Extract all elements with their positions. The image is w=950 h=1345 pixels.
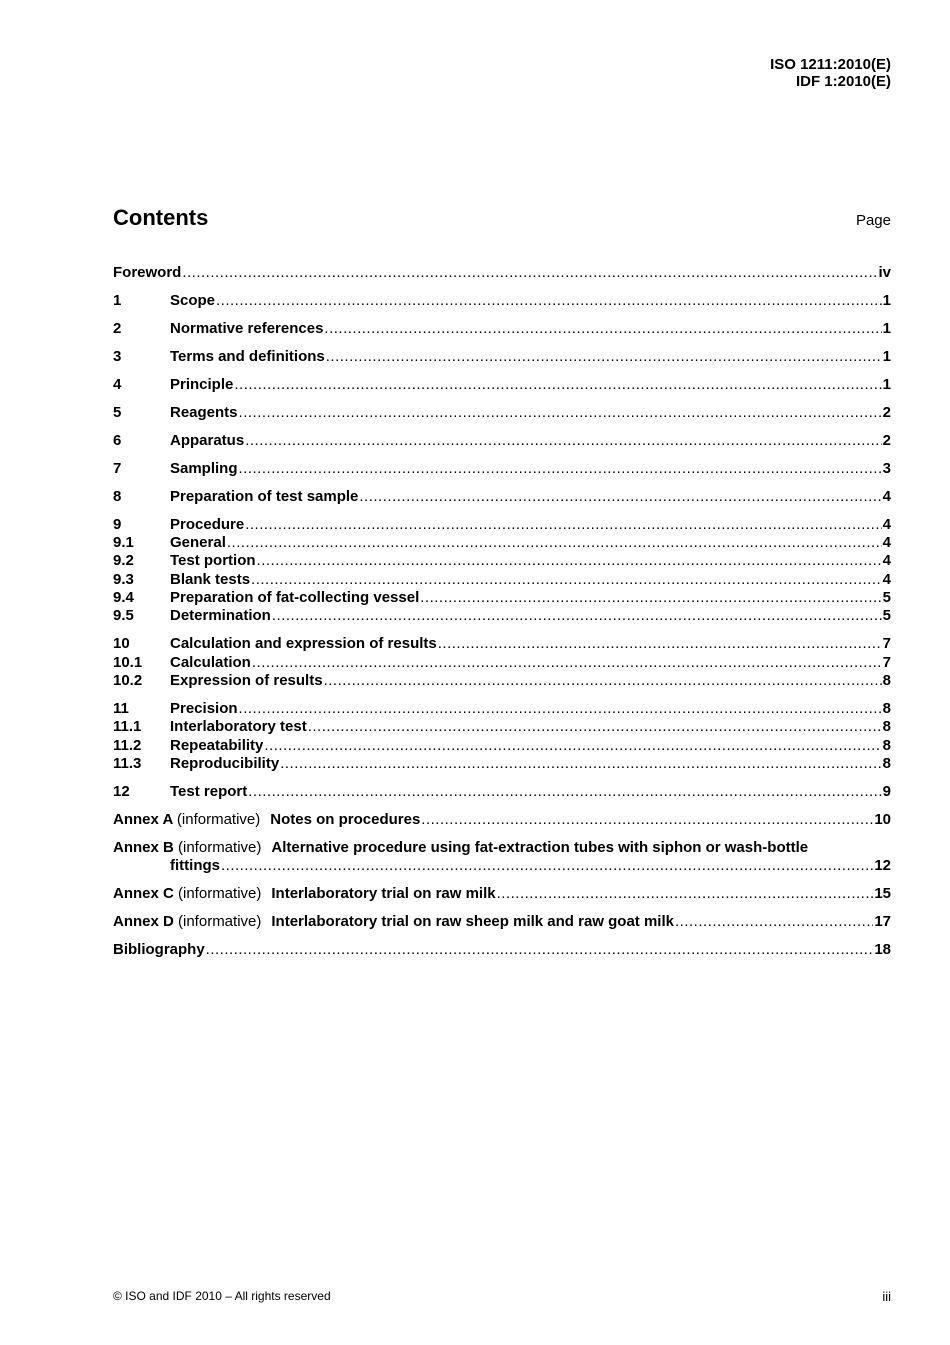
toc-entry-page: 8 bbox=[882, 699, 891, 717]
dot-leader bbox=[438, 635, 882, 653]
toc-entry-title: Reagents bbox=[170, 403, 238, 421]
dot-leader bbox=[251, 571, 882, 589]
annex-b-second-line bbox=[113, 857, 891, 875]
toc-entry-8[interactable] bbox=[113, 488, 891, 506]
toc-entry-11-2[interactable] bbox=[113, 737, 891, 755]
dot-leader bbox=[182, 264, 877, 282]
toc-entry-number: 11.1 bbox=[113, 718, 142, 736]
standard-number-iso: ISO 1211:2010(E) bbox=[770, 56, 891, 73]
toc-entry-page: 1 bbox=[882, 291, 891, 309]
toc-entry-page: 8 bbox=[882, 754, 891, 772]
toc-entry-title: Interlaboratory test bbox=[170, 718, 307, 736]
toc-entry-number: 2 bbox=[113, 319, 122, 337]
toc-entry-11[interactable] bbox=[113, 700, 891, 718]
annex-informative: (informative) bbox=[178, 838, 262, 856]
toc-entry-10-2[interactable] bbox=[113, 672, 891, 690]
dot-leader bbox=[326, 348, 882, 366]
annex-letter: Annex C bbox=[113, 885, 174, 903]
toc-entry-title: Terms and definitions bbox=[170, 347, 325, 365]
toc-entry-9[interactable] bbox=[113, 516, 891, 534]
annex-label bbox=[113, 913, 261, 931]
dot-leader bbox=[359, 488, 881, 506]
toc-entry-page: 1 bbox=[882, 319, 891, 337]
toc-entry-page: iv bbox=[878, 264, 891, 281]
toc-entry-11-1[interactable] bbox=[113, 718, 891, 736]
dot-leader bbox=[221, 857, 873, 875]
toc-entry-annex-d[interactable] bbox=[113, 913, 891, 931]
toc-entry-annex-b[interactable] bbox=[113, 839, 891, 876]
toc-entry-4[interactable] bbox=[113, 376, 891, 394]
toc-entry-page: 17 bbox=[874, 913, 891, 931]
annex-label bbox=[113, 885, 261, 903]
toc-entry-title: Calculation bbox=[170, 653, 251, 671]
toc-entry-foreword[interactable] bbox=[113, 264, 891, 282]
annex-letter: Annex D bbox=[113, 913, 174, 931]
dot-leader bbox=[280, 755, 881, 773]
document-footer bbox=[113, 1289, 891, 1304]
toc-entry-page: 15 bbox=[874, 885, 891, 903]
dot-leader bbox=[264, 737, 881, 755]
toc-entry-title: Test portion bbox=[170, 552, 256, 570]
toc-entry-number: 10.2 bbox=[113, 671, 143, 689]
toc-entry-page: 4 bbox=[882, 515, 891, 533]
toc-entry-title: Interlaboratory trial on raw sheep milk and raw goat milk bbox=[271, 913, 674, 931]
dot-leader bbox=[324, 320, 881, 338]
toc-entry-title: Repeatability bbox=[170, 736, 264, 754]
toc-entry-9-5[interactable] bbox=[113, 607, 891, 625]
toc-entry-title: General bbox=[170, 534, 226, 552]
toc-entry-number: 9.4 bbox=[113, 589, 134, 607]
toc-entry-10[interactable] bbox=[113, 635, 891, 653]
toc-entry-title: Test report bbox=[170, 782, 248, 800]
toc-entry-page: 5 bbox=[882, 589, 891, 607]
dot-leader bbox=[497, 885, 874, 903]
toc-entry-title: Interlaboratory trial on raw milk bbox=[271, 885, 496, 903]
toc-entry-9-2[interactable] bbox=[113, 552, 891, 570]
page-number: iii bbox=[882, 1289, 891, 1304]
toc-entry-9-3[interactable] bbox=[113, 571, 891, 589]
toc-entry-12[interactable] bbox=[113, 783, 891, 801]
toc-entry-number: 10 bbox=[113, 635, 130, 653]
toc-entry-7[interactable] bbox=[113, 460, 891, 478]
toc-entry-page: 4 bbox=[882, 552, 891, 570]
toc-entry-number: 11.2 bbox=[113, 736, 142, 754]
contents-title-row bbox=[113, 205, 891, 231]
toc-entry-6[interactable] bbox=[113, 432, 891, 450]
toc-entry-number: 3 bbox=[113, 347, 122, 365]
annex-b-first-line bbox=[113, 839, 891, 857]
toc-entry-number: 9.1 bbox=[113, 534, 134, 552]
toc-entry-2[interactable] bbox=[113, 320, 891, 338]
toc-entry-page: 4 bbox=[882, 487, 891, 505]
toc-entry-page: 4 bbox=[882, 534, 891, 552]
toc-entry-number: 7 bbox=[113, 459, 122, 477]
standard-number-idf: IDF 1:2010(E) bbox=[795, 73, 891, 90]
toc-entry-number: 9.2 bbox=[113, 552, 134, 570]
toc-entry-annex-a[interactable] bbox=[113, 811, 891, 829]
dot-leader bbox=[675, 913, 873, 931]
toc-entry-number: 8 bbox=[113, 487, 122, 505]
annex-label bbox=[113, 839, 261, 857]
toc-entry-title: Alternative procedure using fat-extraction tubes with siphon or wash-bottle bbox=[271, 838, 809, 856]
page-title: Contents bbox=[113, 205, 209, 230]
toc-entry-page: 2 bbox=[882, 431, 891, 449]
toc-entry-title: Procedure bbox=[170, 515, 245, 533]
toc-entry-title: Foreword bbox=[113, 264, 182, 281]
toc-entry-3[interactable] bbox=[113, 348, 891, 366]
dot-leader bbox=[239, 404, 882, 422]
dot-leader bbox=[245, 432, 881, 450]
dot-leader bbox=[272, 607, 882, 625]
dot-leader bbox=[239, 700, 882, 718]
toc-entry-11-3[interactable] bbox=[113, 755, 891, 773]
copyright-notice: © ISO and IDF 2010 – All rights reserved bbox=[113, 1289, 331, 1303]
toc-entry-page: 8 bbox=[882, 718, 891, 736]
dot-leader bbox=[216, 292, 882, 310]
toc-entry-page: 10 bbox=[874, 810, 891, 828]
dot-leader bbox=[308, 718, 882, 736]
toc-entry-title: Expression of results bbox=[170, 671, 323, 689]
toc-entry-page: 1 bbox=[882, 347, 891, 365]
toc-entry-number: 9 bbox=[113, 515, 122, 533]
dot-leader bbox=[239, 460, 882, 478]
toc-entry-9-1[interactable] bbox=[113, 534, 891, 552]
toc-entry-title: Determination bbox=[170, 607, 271, 625]
toc-entry-number: 6 bbox=[113, 431, 122, 449]
toc-entry-10-1[interactable] bbox=[113, 654, 891, 672]
toc-entry-page: 4 bbox=[882, 570, 891, 588]
toc-entry-number: 9.5 bbox=[113, 607, 134, 625]
dot-leader bbox=[252, 654, 882, 672]
toc-entry-page: 7 bbox=[882, 635, 891, 653]
dot-leader bbox=[420, 589, 881, 607]
toc-entry-number: 5 bbox=[113, 403, 122, 421]
dot-leader bbox=[245, 516, 881, 534]
toc-entry-1[interactable] bbox=[113, 292, 891, 310]
annex-informative: (informative) bbox=[178, 913, 262, 931]
toc-entry-number: 11 bbox=[113, 699, 129, 717]
toc-entry-number: 1 bbox=[113, 291, 122, 309]
page-column-label: Page bbox=[855, 212, 891, 229]
dot-leader bbox=[257, 552, 882, 570]
annex-letter: Annex B bbox=[113, 838, 174, 856]
annex-letter: Annex A bbox=[113, 810, 173, 828]
toc-entry-title: Preparation of test sample bbox=[170, 487, 359, 505]
toc-entry-annex-c[interactable] bbox=[113, 885, 891, 903]
toc-entry-9-4[interactable] bbox=[113, 589, 891, 607]
dot-leader bbox=[227, 534, 882, 552]
toc-entry-number: 11.3 bbox=[113, 754, 142, 772]
toc-entry-number: 9.3 bbox=[113, 570, 134, 588]
toc-entry-title: Precision bbox=[170, 699, 238, 717]
toc-entry-title: Notes on procedures bbox=[270, 810, 421, 828]
toc-entry-page: 1 bbox=[882, 375, 891, 393]
toc-entry-page: 9 bbox=[882, 782, 891, 800]
annex-label bbox=[113, 811, 260, 829]
toc-entry-page: 5 bbox=[882, 607, 891, 625]
toc-entry-title: Normative references bbox=[170, 319, 324, 337]
dot-leader bbox=[206, 941, 874, 959]
dot-leader bbox=[248, 783, 881, 801]
toc-entry-number: 12 bbox=[113, 782, 130, 800]
toc-entry-page: 8 bbox=[882, 736, 891, 754]
dot-leader bbox=[324, 672, 882, 690]
toc-entry-page: 7 bbox=[882, 653, 891, 671]
toc-entry-title: Scope bbox=[170, 291, 216, 309]
toc-entry-page: 3 bbox=[882, 459, 891, 477]
toc-entry-title: Apparatus bbox=[170, 431, 245, 449]
dot-leader bbox=[421, 811, 873, 829]
annex-informative: (informative) bbox=[176, 810, 261, 828]
toc-entry-number: 4 bbox=[113, 375, 122, 393]
toc-entry-title: Reproducibility bbox=[170, 754, 280, 772]
toc-entry-title-continued: fittings bbox=[170, 857, 220, 875]
toc-entry-title: Preparation of fat-collecting vessel bbox=[170, 589, 420, 607]
toc-entry-title: Bibliography bbox=[113, 941, 205, 958]
toc-entry-page: 18 bbox=[874, 941, 891, 958]
toc-entry-title: Sampling bbox=[170, 459, 238, 477]
toc-entry-number: 10.1 bbox=[113, 653, 143, 671]
toc-entry-title: Blank tests bbox=[170, 570, 251, 588]
document-header bbox=[770, 56, 891, 90]
table-of-contents bbox=[113, 264, 891, 959]
annex-informative: (informative) bbox=[178, 885, 262, 903]
toc-entry-page: 12 bbox=[874, 857, 891, 875]
toc-entry-5[interactable] bbox=[113, 404, 891, 422]
toc-entry-page: 2 bbox=[882, 403, 891, 421]
toc-entry-title: Principle bbox=[170, 375, 234, 393]
toc-entry-page: 8 bbox=[882, 671, 891, 689]
toc-entry-bibliography[interactable] bbox=[113, 941, 891, 959]
dot-leader bbox=[234, 376, 881, 394]
toc-entry-title: Calculation and expression of results bbox=[170, 635, 437, 653]
